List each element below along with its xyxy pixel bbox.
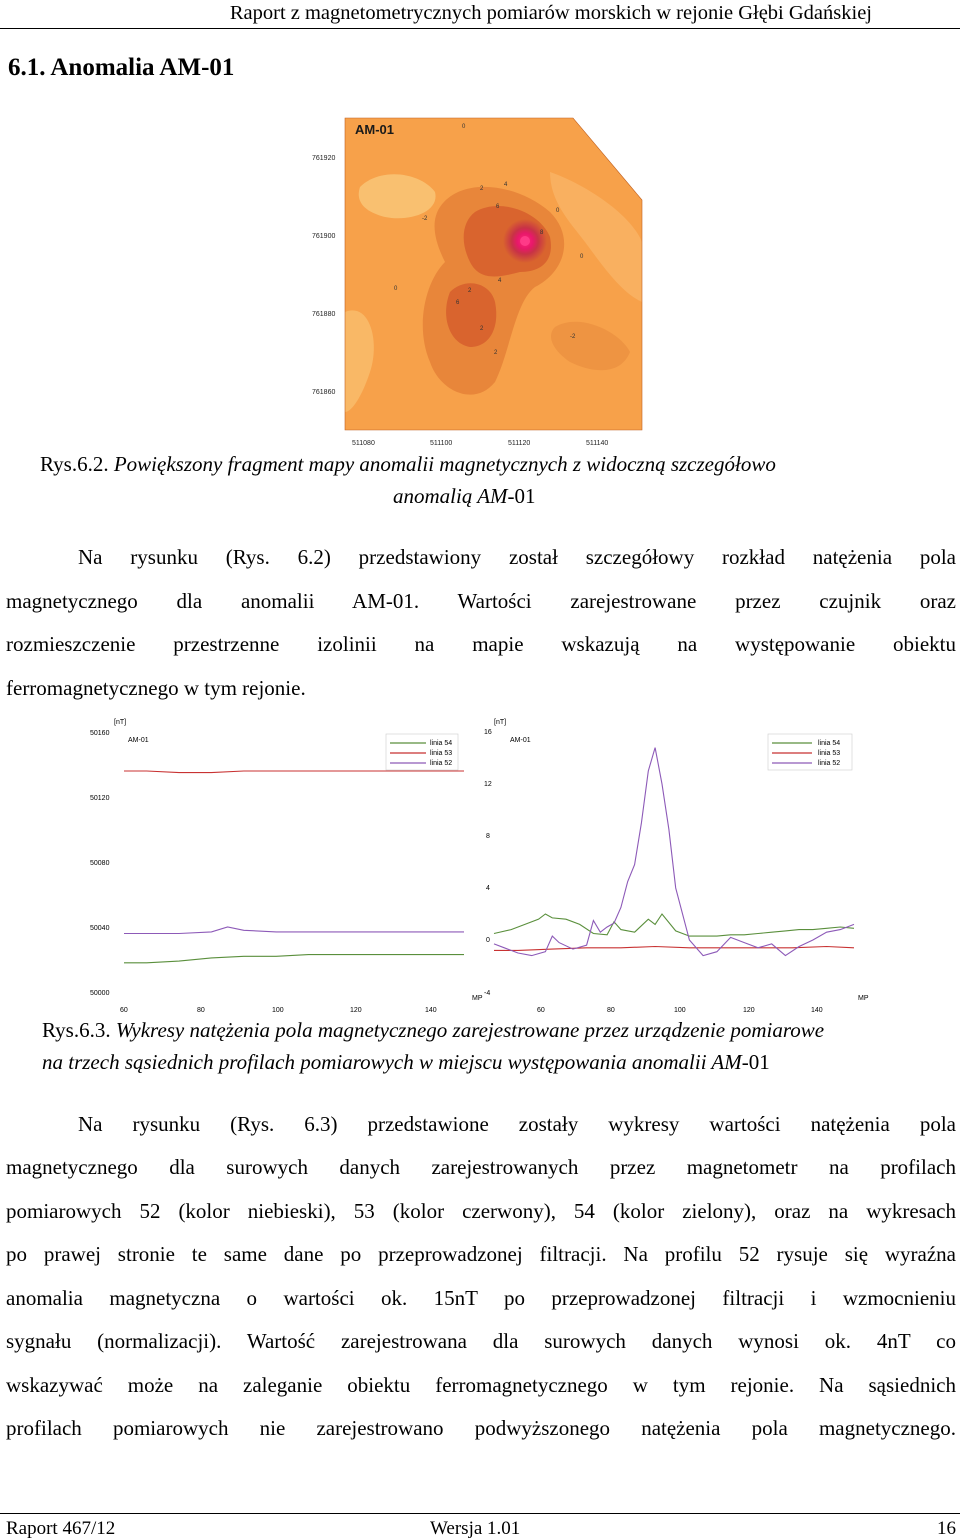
page-header bbox=[0, 0, 960, 29]
contour-label: -2 bbox=[570, 334, 576, 340]
map-y-ticks bbox=[312, 155, 335, 396]
x-axis-label: MP bbox=[472, 995, 483, 1002]
caption-text: Powiększony fragment mapy anomalii magnetycznych z widoczną szczegółowo bbox=[113, 452, 776, 476]
series-line-3 bbox=[494, 748, 854, 956]
y-tick-label: 4 bbox=[486, 885, 490, 892]
legend-entry: linia 52 bbox=[430, 760, 453, 767]
map-x-tick: 511120 bbox=[508, 440, 531, 447]
contour-label: 8 bbox=[540, 230, 544, 236]
para2-line7: wskazywać może na zaleganie obiektu ferromagnetycznego w tym rejonie. Na sąsiednich bbox=[6, 1373, 956, 1397]
x-tick-label: 80 bbox=[197, 1007, 205, 1014]
map-label: AM-01 bbox=[355, 122, 395, 137]
header-title: Raport z magnetometrycznych pomiarów morskich w rejonie Głębi Gdańskiej bbox=[229, 2, 872, 24]
caption-prefix: Rys.6.3. bbox=[42, 1018, 116, 1042]
y-tick-label: 0 bbox=[486, 937, 490, 944]
y-tick-label: 50160 bbox=[90, 730, 110, 737]
para2-line4: po prawej stronie te same dane po przeprowadzonej filtracji. Na profilu 52 rysuje się wyraźna bbox=[6, 1242, 956, 1266]
contour-label: 2 bbox=[494, 350, 498, 356]
plot-raw-svg bbox=[84, 714, 484, 1014]
para2-line8: profilach pomiarowych nie zarejestrowano podwyższonego natężenia pola magnetycznego. bbox=[6, 1416, 956, 1440]
anomaly-map bbox=[300, 112, 650, 450]
caption-suffix: -01 bbox=[741, 1050, 770, 1074]
y-tick-label: -4 bbox=[484, 990, 491, 997]
legend bbox=[768, 734, 852, 770]
caption-text: anomalią AM bbox=[393, 484, 508, 508]
x-tick-label: 120 bbox=[350, 1007, 362, 1014]
map-x-tick: 511080 bbox=[352, 440, 375, 447]
series-line-3 bbox=[124, 927, 464, 934]
figure-caption-1 bbox=[40, 448, 776, 480]
legend-entry: linia 52 bbox=[818, 760, 841, 767]
legend-entry: linia 53 bbox=[818, 750, 841, 757]
legend bbox=[386, 734, 458, 770]
contour-label: 4 bbox=[504, 182, 508, 188]
map-y-tick: 761860 bbox=[312, 389, 336, 396]
series-line-2 bbox=[124, 771, 464, 773]
contour-label: 6 bbox=[496, 204, 500, 210]
para2-line2: magnetycznego dla surowych danych zarejestrowanych przez magnetometr na profilach bbox=[6, 1155, 956, 1179]
series-group bbox=[124, 771, 464, 963]
para2-line5: anomalia magnetyczna o wartości ok. 15nT po przeprowadzonej filtracji i wzmocnieniu bbox=[6, 1286, 956, 1310]
y-tick-label: 8 bbox=[486, 833, 490, 840]
contour-label: -2 bbox=[422, 216, 428, 222]
x-tick-label: 60 bbox=[120, 1007, 128, 1014]
map-y-tick: 761920 bbox=[312, 155, 336, 162]
contour-label: 4 bbox=[498, 278, 502, 284]
y-tick-label: 50080 bbox=[90, 860, 110, 867]
map-y-tick: 761880 bbox=[312, 311, 336, 318]
x-tick-label: 140 bbox=[425, 1007, 437, 1014]
figure-caption-2-line2 bbox=[42, 1046, 770, 1078]
contour-label: 2 bbox=[468, 288, 472, 294]
contour-label: 6 bbox=[456, 300, 460, 306]
anomaly-core bbox=[520, 236, 530, 246]
x-tick-label: 100 bbox=[272, 1007, 284, 1014]
plot-unit: [nT] bbox=[114, 719, 127, 726]
caption-text: na trzech sąsiednich profilach pomiarowych w miejscu występowania anomalii AM bbox=[42, 1050, 742, 1074]
x-tick-label: 140 bbox=[811, 1007, 823, 1014]
footer-version: Wersja 1.01 bbox=[430, 1518, 521, 1539]
plot-filtered bbox=[476, 714, 876, 1014]
y-tick-label: 50040 bbox=[90, 925, 110, 932]
page-footer bbox=[0, 1513, 960, 1538]
plot-raw bbox=[84, 714, 484, 1014]
para2-line3: pomiarowych 52 (kolor niebieski), 53 (kolor czerwony), 54 (kolor zielony), oraz na wykresach bbox=[6, 1199, 956, 1223]
contour-label: 2 bbox=[480, 186, 484, 192]
series-line-1 bbox=[494, 914, 854, 936]
x-tick-label: 60 bbox=[537, 1007, 545, 1014]
y-tick-label: 50000 bbox=[90, 990, 110, 997]
map-y-tick: 761900 bbox=[312, 233, 336, 240]
para1-line2: magnetycznego dla anomalii AM-01. Wartości zarejestrowane przez czujnik oraz bbox=[6, 589, 956, 613]
x-tick-label: 120 bbox=[743, 1007, 755, 1014]
contour-label: 0 bbox=[580, 254, 584, 260]
page-number: 16 bbox=[937, 1518, 956, 1539]
footer-report-number: Raport 467/12 bbox=[6, 1518, 116, 1539]
para2-line1: Na rysunku (Rys. 6.3) przedstawione zostały wykresy wartości natężenia pola bbox=[78, 1112, 956, 1136]
x-tick-label: 80 bbox=[607, 1007, 615, 1014]
contour-label: 0 bbox=[394, 286, 398, 292]
map-x-tick: 511140 bbox=[586, 440, 609, 447]
plot-label: AM-01 bbox=[510, 737, 531, 744]
plot-unit: [nT] bbox=[494, 719, 507, 726]
legend-entry: linia 54 bbox=[818, 740, 841, 747]
y-tick-label: 50120 bbox=[90, 795, 110, 802]
plot-label: AM-01 bbox=[128, 737, 149, 744]
map-x-ticks bbox=[352, 440, 608, 447]
x-axis-label: MP bbox=[858, 995, 869, 1002]
x-tick-label: 100 bbox=[674, 1007, 686, 1014]
legend-entry: linia 53 bbox=[430, 750, 453, 757]
contour-label: 0 bbox=[556, 208, 560, 214]
para2-line6: sygnału (normalizacji). Wartość zarejestrowana dla surowych danych wynosi ok. 4nT co bbox=[6, 1329, 956, 1353]
contour-label: 2 bbox=[480, 326, 484, 332]
y-tick-label: 12 bbox=[484, 781, 492, 788]
para1-line1: Na rysunku (Rys. 6.2) przedstawiony został szczegółowy rozkład natężenia pola bbox=[78, 545, 956, 569]
anomaly-map-svg bbox=[300, 112, 650, 450]
series-group bbox=[494, 748, 854, 956]
series-line-1 bbox=[124, 955, 464, 963]
figure-caption-2 bbox=[42, 1014, 824, 1046]
para1-line3: rozmieszczenie przestrzenne izolinii na mapie wskazują na występowanie obiektu bbox=[6, 632, 956, 656]
figure-caption-1-line2 bbox=[393, 480, 536, 512]
caption-text: Wykresy natężenia pola magnetycznego zarejestrowane przez urządzenie pomiarowe bbox=[115, 1018, 825, 1042]
y-tick-label: 16 bbox=[484, 729, 492, 736]
map-x-tick: 511100 bbox=[430, 440, 453, 447]
contour-label: 0 bbox=[462, 124, 466, 130]
caption-suffix: -01 bbox=[507, 484, 536, 508]
caption-prefix: Rys.6.2. bbox=[40, 452, 114, 476]
section-title: 6.1. Anomalia AM-01 bbox=[8, 54, 235, 81]
plot-filtered-svg bbox=[476, 714, 876, 1014]
para1-line4: ferromagnetycznego w tym rejonie. bbox=[6, 676, 306, 700]
legend-entry: linia 54 bbox=[430, 740, 453, 747]
